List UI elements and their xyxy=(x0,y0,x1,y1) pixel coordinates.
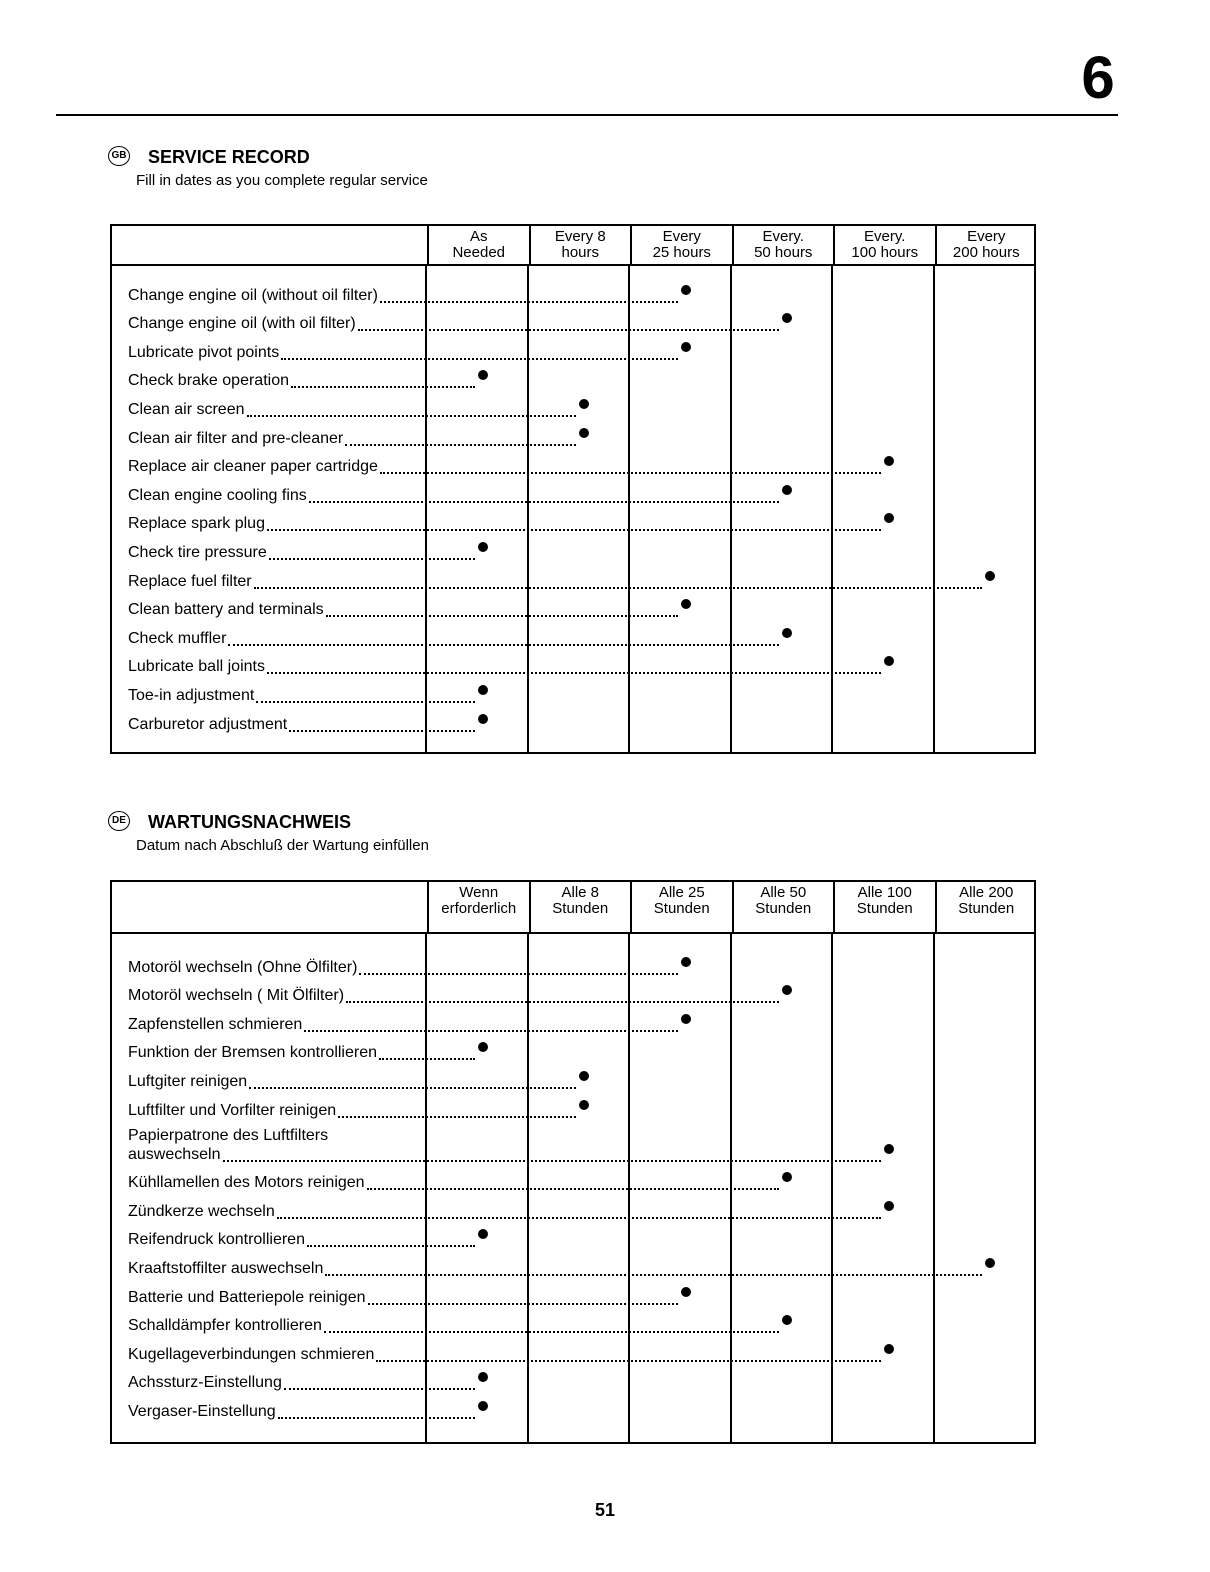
task-label: Reifendruck kontrollieren xyxy=(128,1231,305,1249)
interval-marker-dot xyxy=(478,1229,488,1239)
table-row xyxy=(112,537,1034,566)
table-row xyxy=(112,423,1034,452)
task-label: Achssturz-Einstellung xyxy=(128,1374,282,1392)
dot-leader xyxy=(359,973,677,975)
table-row xyxy=(112,1225,1034,1254)
interval-marker-dot xyxy=(782,628,792,638)
page-number: 51 xyxy=(594,1500,616,1520)
task-label: Clean engine cooling fins xyxy=(128,486,307,504)
table-row xyxy=(112,394,1034,423)
interval-marker-dot xyxy=(884,1344,894,1354)
service-record-section xyxy=(106,146,1038,733)
task-label: Check muffler xyxy=(128,629,227,647)
dot-leader xyxy=(223,1160,881,1162)
interval-marker-dot xyxy=(579,399,589,409)
interval-marker-dot xyxy=(985,1258,995,1268)
interval-marker-dot xyxy=(681,599,691,609)
interval-marker-dot xyxy=(884,1144,894,1154)
dot-leader xyxy=(289,730,475,732)
table-row xyxy=(112,981,1034,1010)
interval-header: Alle 50 Stunden xyxy=(732,882,834,932)
interval-marker-dot xyxy=(884,456,894,466)
interval-header: Alle 100 Stunden xyxy=(833,882,935,932)
dot-leader xyxy=(304,1030,678,1032)
section-title: SERVICE RECORD xyxy=(148,147,310,167)
task-label: Replace air cleaner paper cartridge xyxy=(128,458,378,476)
interval-marker-dot xyxy=(579,428,589,438)
interval-marker-dot xyxy=(782,485,792,495)
interval-header: Every 200 hours xyxy=(935,226,1037,264)
task-label: Clean air filter and pre-cleaner xyxy=(128,429,344,447)
task-label: Clean air screen xyxy=(128,400,245,418)
table-row xyxy=(112,309,1034,338)
interval-marker-dot xyxy=(782,1172,792,1182)
task-label: Check brake operation xyxy=(128,372,289,390)
interval-header: As Needed xyxy=(427,226,529,264)
interval-marker-dot xyxy=(884,1201,894,1211)
table-row xyxy=(112,680,1034,709)
interval-marker-dot xyxy=(681,1287,691,1297)
task-label: Lubricate pivot points xyxy=(128,343,280,361)
gb-language-icon: GB xyxy=(108,146,130,166)
interval-marker-dot xyxy=(782,313,792,323)
table-row xyxy=(112,1196,1034,1225)
dot-leader xyxy=(281,358,678,360)
task-label: Zündkerze wechseln xyxy=(128,1202,275,1220)
table-row xyxy=(112,595,1034,624)
table-row xyxy=(112,1282,1034,1311)
section-heading xyxy=(106,146,1038,168)
table-body xyxy=(112,934,1034,1442)
interval-marker-dot xyxy=(884,656,894,666)
table-row xyxy=(112,623,1034,652)
task-label: Luftfilter und Vorfilter reinigen xyxy=(128,1101,337,1119)
table-row xyxy=(112,1396,1034,1425)
interval-header: Wenn erforderlich xyxy=(427,882,529,932)
task-label: Motoröl wechseln ( Mit Ölfilter) xyxy=(128,987,345,1005)
table-row xyxy=(112,509,1034,538)
table-row xyxy=(112,280,1034,309)
interval-header: Alle 25 Stunden xyxy=(630,882,732,932)
table-row xyxy=(112,652,1034,681)
task-label: Change engine oil (with oil filter) xyxy=(128,315,356,333)
table-row xyxy=(112,337,1034,366)
table-row xyxy=(112,952,1034,981)
dot-leader xyxy=(307,1245,475,1247)
interval-marker-dot xyxy=(681,957,691,967)
header-rule xyxy=(56,114,1118,116)
table-row xyxy=(112,452,1034,481)
dot-leader xyxy=(267,529,881,531)
dot-leader xyxy=(380,472,881,474)
dot-leader xyxy=(254,587,983,589)
section-heading xyxy=(106,811,1038,833)
dot-leader xyxy=(309,501,780,503)
service-table xyxy=(110,880,1036,1444)
dot-leader xyxy=(346,1001,779,1003)
wartungsnachweis-section xyxy=(106,811,1038,1420)
interval-marker-dot xyxy=(478,1042,488,1052)
interval-marker-dot xyxy=(478,1401,488,1411)
section-subtitle: Fill in dates as you complete regular service xyxy=(136,172,428,189)
task-label: Toe-in adjustment xyxy=(128,686,255,704)
table-row xyxy=(112,566,1034,595)
interval-header: Every 25 hours xyxy=(630,226,732,264)
task-label: Check tire pressure xyxy=(128,543,267,561)
dot-leader xyxy=(325,1274,982,1276)
dot-leader xyxy=(367,1188,780,1190)
table-row xyxy=(112,480,1034,509)
dot-leader xyxy=(379,1058,475,1060)
task-label: Papierpatrone des Luftfilters auswechseln xyxy=(128,1126,329,1163)
task-label: Batterie und Batteriepole reinigen xyxy=(128,1288,366,1306)
table-row xyxy=(112,709,1034,738)
dot-leader xyxy=(376,1360,880,1362)
task-column-header xyxy=(112,882,427,932)
dot-leader xyxy=(338,1116,576,1118)
task-label: Kugellageverbindungen schmieren xyxy=(128,1345,375,1363)
interval-marker-dot xyxy=(681,342,691,352)
task-label: Carburetor adjustment xyxy=(128,715,288,733)
interval-marker-dot xyxy=(782,985,792,995)
dot-leader xyxy=(358,329,780,331)
interval-marker-dot xyxy=(478,714,488,724)
table-row xyxy=(112,1066,1034,1095)
table-header xyxy=(112,882,1034,934)
task-label: Funktion der Bremsen kontrollieren xyxy=(128,1044,378,1062)
interval-header: Every. 50 hours xyxy=(732,226,834,264)
task-column-header xyxy=(112,226,427,264)
section-subtitle: Datum nach Abschluß der Wartung einfüllen xyxy=(136,837,429,854)
dot-leader xyxy=(324,1331,779,1333)
dot-leader xyxy=(249,1087,576,1089)
de-language-icon: DE xyxy=(108,811,130,831)
interval-header: Every 8 hours xyxy=(529,226,631,264)
table-row xyxy=(112,1368,1034,1397)
task-label: Motoröl wechseln (Ohne Ölfilter) xyxy=(128,958,358,976)
dot-leader xyxy=(247,415,577,417)
interval-header: Alle 8 Stunden xyxy=(529,882,631,932)
task-label: Replace spark plug xyxy=(128,515,265,533)
table-row xyxy=(112,1168,1034,1197)
table-row xyxy=(112,1339,1034,1368)
dot-leader xyxy=(267,672,881,674)
task-label: Replace fuel filter xyxy=(128,572,252,590)
dot-leader xyxy=(326,615,678,617)
interval-marker-dot xyxy=(478,1372,488,1382)
interval-marker-dot xyxy=(782,1315,792,1325)
dot-leader xyxy=(228,644,779,646)
interval-header: Alle 200 Stunden xyxy=(935,882,1037,932)
task-label: Zapfenstellen schmieren xyxy=(128,1015,303,1033)
table-row xyxy=(112,1311,1034,1340)
task-label: Kühllamellen des Motors reinigen xyxy=(128,1174,365,1192)
interval-marker-dot xyxy=(579,1100,589,1110)
dot-leader xyxy=(284,1388,475,1390)
task-label: Lubricate ball joints xyxy=(128,658,265,676)
table-row xyxy=(112,1009,1034,1038)
interval-marker-dot xyxy=(681,1014,691,1024)
interval-marker-dot xyxy=(985,571,995,581)
interval-header: Every. 100 hours xyxy=(833,226,935,264)
section-title: WARTUNGSNACHWEIS xyxy=(148,812,351,832)
interval-marker-dot xyxy=(579,1071,589,1081)
table-body xyxy=(112,266,1034,752)
task-label: Vergaser-Einstellung xyxy=(128,1402,276,1420)
interval-marker-dot xyxy=(884,513,894,523)
task-label: Change engine oil (without oil filter) xyxy=(128,286,378,304)
interval-marker-dot xyxy=(478,370,488,380)
dot-leader xyxy=(278,1417,475,1419)
chapter-number: 6 xyxy=(1081,44,1115,111)
task-label: Clean battery and terminals xyxy=(128,601,324,619)
task-label: Kraaftstoffilter auswechseln xyxy=(128,1259,324,1277)
dot-leader xyxy=(345,444,576,446)
table-row xyxy=(112,1038,1034,1067)
service-table xyxy=(110,224,1036,754)
dot-leader xyxy=(269,558,475,560)
table-header xyxy=(112,226,1034,266)
table-row xyxy=(112,366,1034,395)
interval-marker-dot xyxy=(478,542,488,552)
dot-leader xyxy=(277,1217,881,1219)
dot-leader xyxy=(256,701,475,703)
dot-leader xyxy=(380,301,678,303)
table-row xyxy=(112,1253,1034,1282)
dot-leader xyxy=(291,386,475,388)
dot-leader xyxy=(368,1303,678,1305)
task-label: Luftgiter reinigen xyxy=(128,1072,248,1090)
interval-marker-dot xyxy=(681,285,691,295)
task-label: Schalldämpfer kontrollieren xyxy=(128,1317,322,1335)
table-row xyxy=(112,1124,1034,1168)
interval-marker-dot xyxy=(478,685,488,695)
table-row xyxy=(112,1095,1034,1124)
